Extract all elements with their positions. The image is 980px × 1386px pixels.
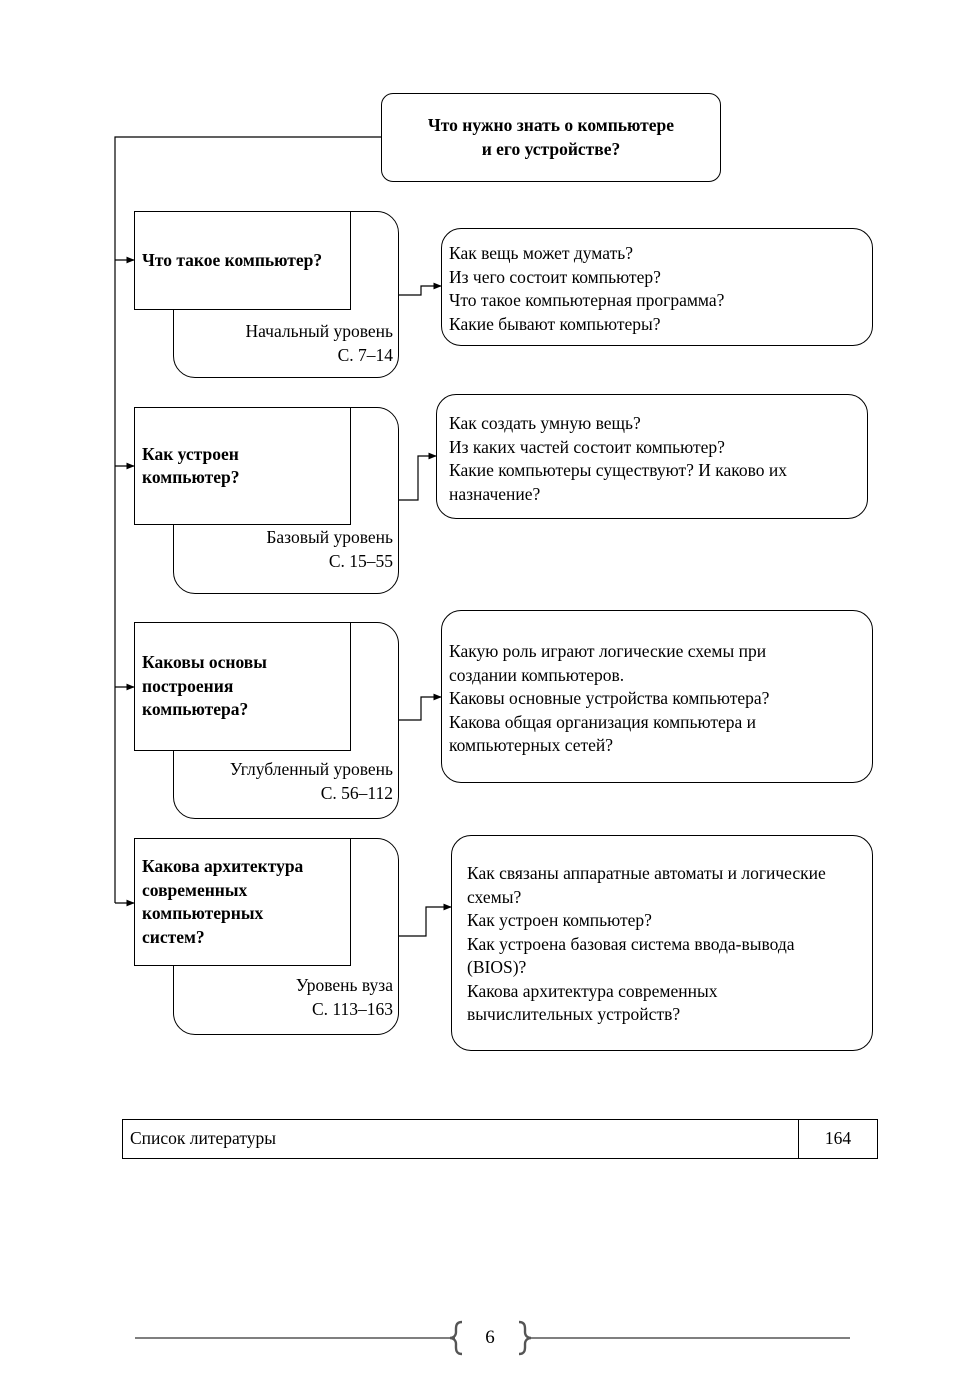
root-question-line-2: и его устройстве? xyxy=(481,138,621,159)
section-3-topic-line: компьютера? xyxy=(142,699,249,720)
section-3-questions-box xyxy=(441,610,873,783)
section-3-question: Какова общая организация компьютера и xyxy=(449,711,757,732)
section-1-topic-box xyxy=(134,211,351,310)
bibliography-row xyxy=(122,1119,878,1159)
section-2-pages: С. 15–55 xyxy=(328,550,393,571)
section-2-question: назначение? xyxy=(449,483,541,504)
section-2-question: Из каких частей состоит компьютер? xyxy=(449,436,725,457)
section-1-question: Что такое компьютерная программа? xyxy=(449,290,725,310)
section-1-question: Из чего состоит компьютер? xyxy=(449,266,661,287)
section-4-question: Как устроен компьютер? xyxy=(467,910,652,930)
bibliography-page: 164 xyxy=(798,1120,877,1158)
section-1-questions-box xyxy=(441,228,873,346)
section-4-topic-line: современных xyxy=(142,879,248,900)
arrow-to-questions-3 xyxy=(399,697,441,720)
section-1-topic-line: Что такое компьютер? xyxy=(142,249,323,270)
section-1-level-info xyxy=(180,320,393,367)
arrow-to-questions-4 xyxy=(399,907,451,936)
section-4-level-info xyxy=(180,974,393,1021)
section-3-level: Углубленный уровень xyxy=(229,759,393,779)
section-1-question: Как вещь может думать? xyxy=(449,243,633,263)
section-3-question: компьютерных сетей? xyxy=(449,735,614,755)
section-2-level: Базовый уровень xyxy=(266,527,393,547)
section-4-topic-line: компьютерных xyxy=(142,903,264,923)
section-4-question: (BIOS)? xyxy=(467,957,527,977)
section-4-question: Как устроена базовая система ввода-вывода xyxy=(467,933,795,954)
section-4-pages: С. 113–163 xyxy=(311,998,393,1019)
section-2-level-info xyxy=(180,526,393,573)
section-4-topic-line: систем? xyxy=(142,926,205,947)
root-question-box xyxy=(381,93,721,182)
section-3-topic-box xyxy=(134,622,351,751)
section-4-question: Какова архитектура современных xyxy=(467,980,718,1001)
section-3-pages: С. 56–112 xyxy=(320,782,393,803)
section-2-topic-box xyxy=(134,407,351,525)
section-2-question: Какие компьютеры существуют? И каково их xyxy=(449,460,788,480)
section-3-question: Каковы основные устройства компьютера? xyxy=(449,688,770,708)
section-3-topic-line: Каковы основы xyxy=(142,652,267,673)
page-number: 6 xyxy=(485,1327,495,1348)
section-4-question: Как связаны аппаратные автоматы и логические xyxy=(467,863,826,883)
section-4-question: схемы? xyxy=(467,886,522,907)
section-4-question: вычислительных устройств? xyxy=(467,1004,681,1024)
arrow-to-questions-1 xyxy=(399,286,441,295)
section-4-topic-box xyxy=(134,838,351,966)
section-4-questions-box xyxy=(451,835,873,1051)
section-3-question: создании компьютеров. xyxy=(449,664,625,685)
section-2-topic-line: компьютер? xyxy=(142,467,240,487)
section-2-question: Как создать умную вещь? xyxy=(449,413,641,433)
section-2-topic-line: Как устроен xyxy=(142,443,239,464)
footer-brace-right xyxy=(519,1322,531,1354)
section-4-level: Уровень вуза xyxy=(295,975,393,995)
root-question-line-1: Что нужно знать о компьютере xyxy=(427,115,675,135)
section-3-level-info xyxy=(180,758,393,805)
section-4-topic-line: Какова архитектура xyxy=(142,856,304,876)
bibliography-label: Список литературы xyxy=(130,1128,277,1149)
arrow-to-questions-2 xyxy=(399,456,436,500)
section-1-question: Какие бывают компьютеры? xyxy=(449,313,661,334)
section-1-pages: С. 7–14 xyxy=(337,344,393,365)
section-2-questions-box xyxy=(436,394,868,519)
section-3-topic-line: построения xyxy=(142,675,234,696)
section-1-level: Начальный уровень xyxy=(245,321,393,341)
footer-brace-left xyxy=(450,1322,462,1354)
section-3-question: Какую роль играют логические схемы при xyxy=(449,641,767,661)
